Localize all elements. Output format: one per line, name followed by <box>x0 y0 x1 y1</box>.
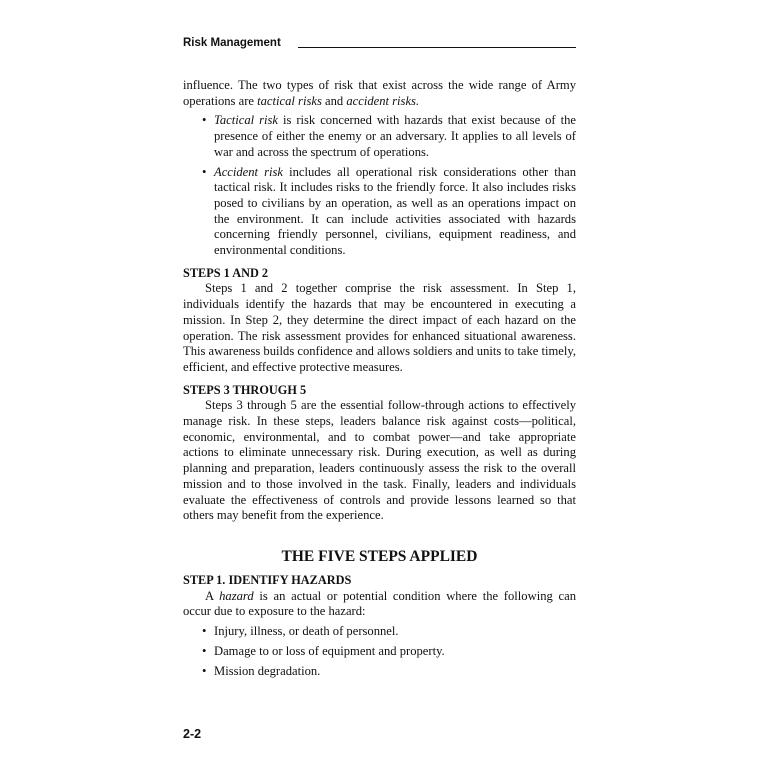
risk-types-list <box>183 113 576 258</box>
list-item <box>183 664 576 680</box>
bullet-text: Damage to or loss of equipment and property. <box>214 643 445 658</box>
bullet-text: is risk concerned with hazards that exist because of the presence of either the enemy or an adversary. It applies to all levels of war and across the spectrum of operations. <box>214 113 576 159</box>
steps-1-2-paragraph: Steps 1 and 2 together comprise the risk assessment. In Step 1, individuals identify the hazards that may be encountered in executing a mission. In Step 2, they determine the direct impact of each hazard on the operation. The risk assessment provides for enhanced situational awareness. This awareness builds confidence and allows soldiers and units to take timely, efficient, and effective protective measures. <box>183 281 576 374</box>
header-rule <box>298 47 576 48</box>
heading-steps-1-and-2: STEPS 1 AND 2 <box>183 265 269 280</box>
heading-step-1-identify-hazards: STEP 1. IDENTIFY HAZARDS <box>183 572 352 587</box>
page-number: 2-2 <box>183 727 202 741</box>
bullet-text: Mission degradation. <box>214 663 321 678</box>
term-hazard: hazard <box>219 588 254 603</box>
hazard-text-after: is an actual or potential condition where the following can occur due to exposure to the hazard: <box>183 588 576 619</box>
list-item <box>183 644 576 660</box>
header-title: Risk Management <box>183 37 281 49</box>
term-accident-risks: accident risks. <box>346 93 420 108</box>
bullet-icon: • <box>202 164 207 179</box>
list-item <box>183 113 576 160</box>
bullet-term: Tactical risk <box>214 113 278 128</box>
bullet-icon: • <box>202 624 207 639</box>
bullet-term: Accident risk <box>214 164 284 179</box>
hazard-outcomes-list <box>183 624 576 679</box>
steps-3-5-paragraph: Steps 3 through 5 are the essential follow-through actions to effectively manage risk. In these steps, leaders balance risk against costs—political, economic, environmental, and to combat power—and take appropriate actions to eliminate unnecessary risk. During execution, as well as during planning and preparation, leaders continuously assess the risk to the overall mission and to those involved in the task. Finally, leaders and individuals evaluate the effectiveness of controls and provide lessons learned so that others may benefit from the experience. <box>183 398 576 523</box>
bullet-icon: • <box>202 663 207 678</box>
bullet-text: includes all operational risk considerations other than tactical risk. It includes risks to the friendly force. It also includes risks posed to civilians by an operation, as well as an operations impact on the environment. It can include activities associated with hazards concerning friendly personnel, civilians, equipment readiness, and environmental conditions. <box>214 164 576 258</box>
section-heading-five-steps: THE FIVE STEPS APPLIED <box>281 547 478 565</box>
heading-steps-3-through-5: STEPS 3 THROUGH 5 <box>183 382 307 397</box>
bullet-text: Injury, illness, or death of personnel. <box>214 624 399 639</box>
list-item <box>183 165 576 259</box>
hazard-text-before: A <box>205 588 220 603</box>
term-tactical-risks: tactical risks <box>257 93 322 108</box>
intro-text-before: influence. The two types of risk that exist across the wide range of Army operations are <box>183 78 576 108</box>
running-header <box>183 36 576 50</box>
intro-text-and: and <box>321 93 347 108</box>
list-item <box>183 624 576 640</box>
bullet-icon: • <box>202 113 207 128</box>
hazard-definition-paragraph <box>183 589 576 620</box>
bullet-icon: • <box>202 643 207 658</box>
intro-paragraph <box>183 78 576 109</box>
page-body <box>183 78 576 679</box>
